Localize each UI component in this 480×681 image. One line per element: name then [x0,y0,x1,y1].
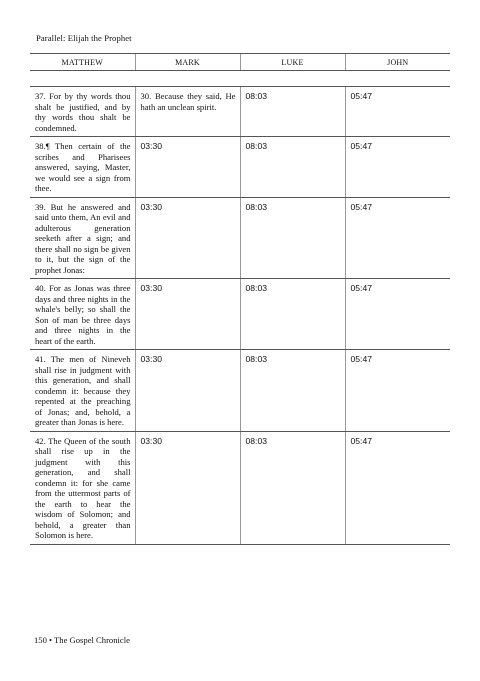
matthew-cell: 42. The Queen of the south shall rise up in the judgment with this generation, and shall condemn it: for she came from the uttermost parts of the earth to hear the wisdom of Solomon; and behold, a greater than Solomon is here. [30,431,135,544]
john-cell: 05:47 [345,279,450,350]
page-title: Parallel: Elijah the Prophet [36,33,132,43]
luke-cell: 08:03 [240,279,345,350]
mark-cell: 03:30 [135,197,240,279]
john-cell: 05:47 [345,197,450,279]
luke-cell: 08:03 [240,137,345,198]
matthew-cell: 39. But he answered and said unto them, An evil and adulterous generation seeketh after a sign; and there shall no sign be given to it, but the sign of the prophet Jonas: [30,197,135,279]
luke-cell: 08:03 [240,87,345,137]
column-header-mark: MARK [135,54,240,71]
table-row [30,431,450,544]
table-row [30,279,450,350]
matthew-cell: 40. For as Jonas was three days and three nights in the whale's belly; so shall the Son of man be three days and three nights in the heart of the earth. [30,279,135,350]
john-cell: 05:47 [345,137,450,198]
mark-cell: 03:30 [135,350,240,432]
mark-cell: 03:30 [135,279,240,350]
mark-cell: 03:30 [135,431,240,544]
john-cell: 05:47 [345,431,450,544]
luke-cell: 08:03 [240,431,345,544]
page-footer: 150 • The Gospel Chronicle [34,635,130,645]
luke-cell: 08:03 [240,197,345,279]
parallel-table [30,86,450,545]
matthew-cell: 41. The men of Nineveh shall rise in judgment with this generation, and shall condemn it: because they repented at the preaching of Jonas; and, behold, a greater than Jonas is here. [30,350,135,432]
column-header-matthew: MATTHEW [30,54,135,71]
table-row [30,87,450,137]
table-row [30,137,450,198]
john-cell: 05:47 [345,350,450,432]
luke-cell: 08:03 [240,350,345,432]
column-header-row [30,54,450,71]
column-header-john: JOHN [345,54,450,71]
mark-cell: 30. Because they said, He hath an unclean spirit. [135,87,240,137]
table-row [30,350,450,432]
column-header-luke: LUKE [240,54,345,71]
john-cell: 05:47 [345,87,450,137]
matthew-cell: 38.¶ Then certain of the scribes and Pharisees answered, saying, Master, we would see a sign from thee. [30,137,135,198]
mark-cell: 03:30 [135,137,240,198]
matthew-cell: 37. For by thy words thou shalt be justified, and by thy words thou shalt be condemned. [30,87,135,137]
table-row [30,197,450,279]
column-header-table [30,53,450,71]
